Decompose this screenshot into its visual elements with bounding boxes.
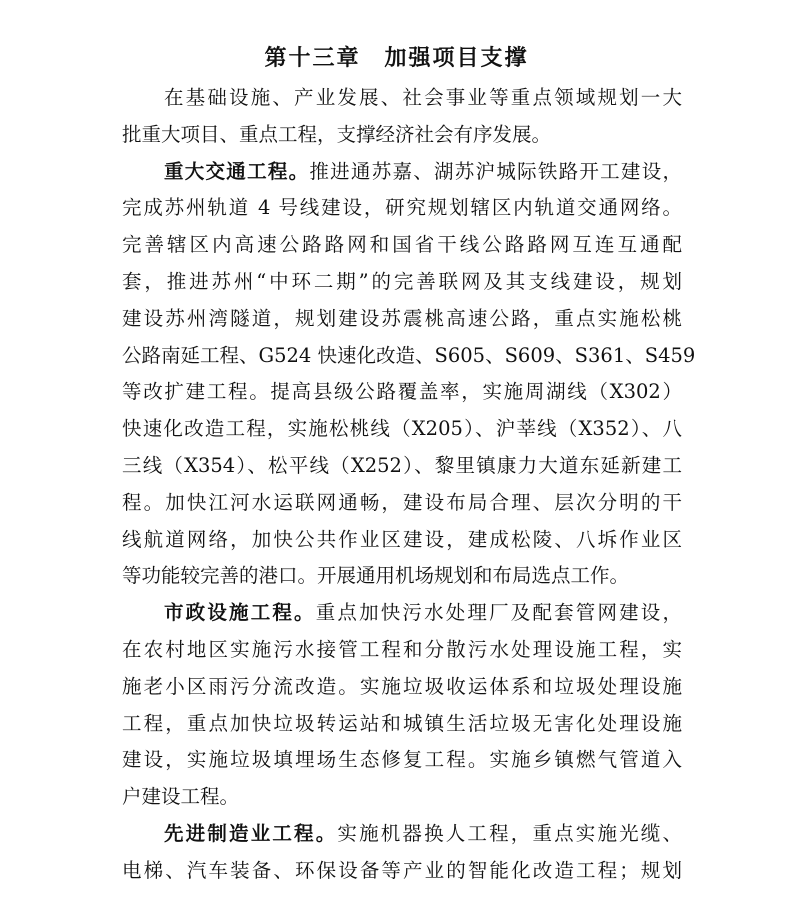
municipal-lead: 市政设施工程。 (164, 601, 316, 625)
transport-first-line-rest: 推进通苏嘉、湖苏沪城际铁路开工建设， (309, 159, 682, 183)
municipal-line: 建设，实施垃圾填埋场生态修复工程。实施乡镇燃气管道入 (122, 748, 682, 772)
body-text (122, 80, 696, 890)
transport-line: 公路南延工程、G524 快速化改造、S605、S609、S361、S459 (122, 343, 696, 367)
manufacturing-lead: 先进制造业工程。 (164, 821, 338, 845)
municipal-line: 施老小区雨污分流改造。实施垃圾收运体系和垃圾处理设施 (122, 674, 682, 698)
manufacturing-first-line-rest: 实施机器换人工程，重点实施光缆、 (337, 821, 682, 845)
transport-line: 快速化改造工程，实施松桃线（X205）、沪莘线（X352）、八 (122, 417, 682, 441)
municipal-first-line-rest: 重点加快污水处理厂及配套管网建设， (315, 601, 682, 625)
transport-line: 程。加快江河水运联网通畅，建设布局合理、层次分明的干 (122, 490, 682, 514)
transport-line: 线航道网络，加快公共作业区建设，建成松陵、八坼作业区 (122, 527, 682, 551)
transport-lead: 重大交通工程。 (164, 159, 310, 183)
municipal-first-line (122, 595, 682, 632)
transport-line: 套，推进苏州“中环二期”的完善联网及其支线建设，规划 (122, 269, 682, 293)
transport-line: 等改扩建工程。提高县级公路覆盖率，实施周湖线（X302） (122, 380, 682, 404)
transport-first-line (122, 154, 682, 191)
chapter-title: 第十三章 加强项目支撑 (264, 45, 529, 71)
municipal-line: 在农村地区实施污水接管工程和分散污水处理设施工程，实 (122, 637, 682, 661)
municipal-line: 户建设工程。 (122, 785, 240, 809)
transport-line: 等功能较完善的港口。开展通用机场规划和布局选点工作。 (122, 564, 630, 588)
municipal-line: 工程，重点加快垃圾转运站和城镇生活垃圾无害化处理设施 (122, 711, 682, 735)
transport-line: 建设苏州湾隧道，规划建设苏震桃高速公路，重点实施松桃 (122, 306, 682, 330)
manufacturing-first-line (122, 816, 682, 853)
transport-line: 三线（X354）、松平线（X252）、黎里镇康力大道东延新建工 (122, 453, 682, 477)
transport-line: 完成苏州轨道 4 号线建设，研究规划辖区内轨道交通网络。 (122, 196, 682, 220)
transport-line: 完善辖区内高速公路路网和国省干线公路路网互连互通配 (122, 233, 682, 257)
intro-line: 批重大项目、重点工程，支撑经济社会有序发展。 (122, 122, 552, 146)
manufacturing-line: 电梯、汽车装备、环保设备等产业的智能化改造工程；规划 (122, 858, 682, 882)
intro-line: 在基础设施、产业发展、社会事业等重点领域规划一大 (164, 86, 682, 109)
